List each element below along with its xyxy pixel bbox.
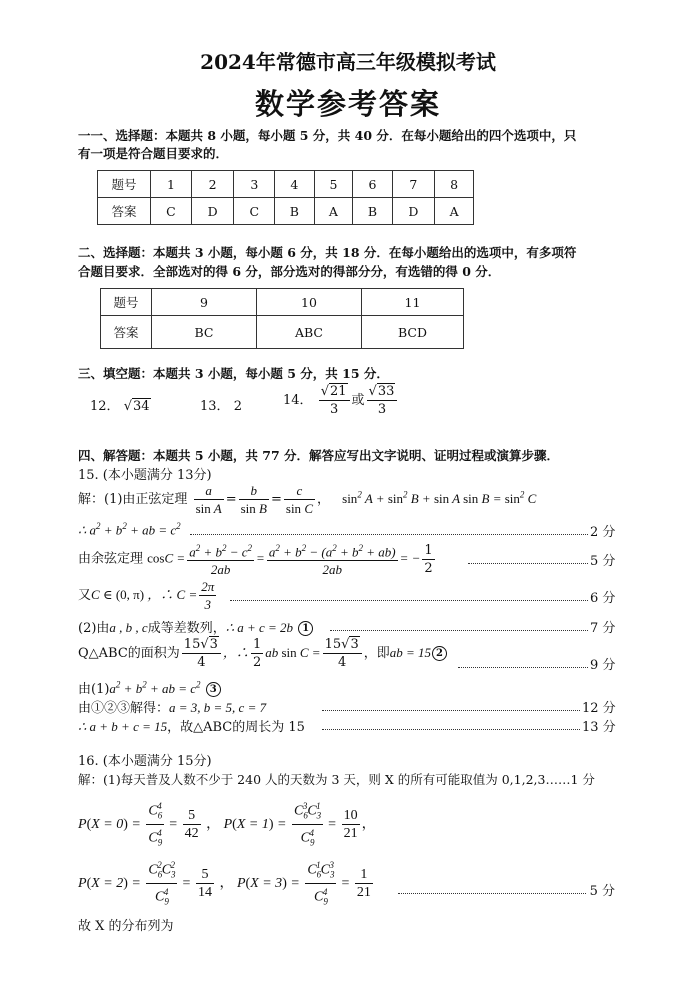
q15-part2-intro: (2)由 (78, 621, 110, 636)
table-row (101, 316, 464, 349)
section1-line2: 有一项是符合题目要求的． (78, 146, 229, 161)
table-cell: 6 (353, 171, 392, 198)
leader-dots (458, 667, 588, 668)
section3-line1: 三、填空题：本题共 3 小题，每小题 5 分，共 15 分． (78, 366, 389, 381)
q16-line1: 解：(1)每天普及人数不少于 240 人的天数为 3 天，则 X 的所有可能取值为 0,1,2,3……1 分 (78, 772, 595, 787)
circled-2: 2 (432, 646, 447, 661)
table-cell: 11 (362, 289, 464, 316)
q14-denominator-2: 3 (377, 402, 387, 417)
q16-score: 5 分 (589, 884, 615, 899)
q15-solve-intro: 由①②③解得： (78, 701, 170, 716)
document-title: 2024年常德市高三年级模拟考试 (200, 50, 496, 74)
q15-from1: 由(1) (78, 682, 110, 697)
q15-line-angle: 又C ∈ (0, π) ，∴ C = $\frac{2\pi}{3}$ (78, 579, 215, 612)
answer-12: 12． √34 (90, 399, 150, 414)
table-cell: BC (152, 316, 257, 349)
table-header-label: 题号 (98, 171, 151, 198)
table-cell: 8 (435, 171, 474, 198)
leader-dots (230, 600, 588, 601)
section2-line1: 二、选择题：本题共 3 小题，每小题 6 分，共 18 分．在每小题给出的选项中，有多项符 (78, 245, 577, 260)
q12-label: 12． (90, 399, 120, 414)
q15-also: 又 (78, 588, 92, 603)
leader-dots (398, 893, 586, 894)
section1-answer-table (97, 170, 474, 225)
table-row (101, 289, 464, 316)
q15-solve-eq: a = 3, b = 5, c = 7 (169, 700, 267, 715)
q15-eq1: ∴ $a^2 + b^2$ + ab = $c^2$ (78, 521, 181, 538)
q14-radicand-1: 21 (329, 384, 347, 399)
q15-score-2: 5 分 (590, 554, 616, 569)
q15-area-intro: Q△ABC的面积为 (78, 646, 180, 661)
leader-dots (322, 710, 580, 711)
q15-line-conclusion: ∴ a + b + c = 15，故△ABC的周长为 15 (78, 719, 305, 735)
q16-heading: 16. (本小题满分 15分) (78, 754, 212, 769)
table-cell: 9 (152, 289, 257, 316)
document-subtitle: 数学参考答案 (254, 87, 441, 121)
table-cell: ABC (257, 316, 362, 349)
q15-score-7: 13 分 (582, 720, 616, 735)
section4-line1: 四、解答题：本题共 5 小题，共 77 分．解答应写出文字说明、证明过程或演算步骤． (78, 448, 560, 463)
table-answer-label: 答案 (101, 316, 152, 349)
q15-score-6: 12 分 (582, 701, 616, 716)
q15-score-3: 6 分 (590, 591, 616, 606)
table-cell: D (191, 198, 234, 225)
table-cell: 10 (257, 289, 362, 316)
table-cell: 5 (314, 171, 353, 198)
q15-comma: ， (316, 492, 330, 507)
table-cell: 4 (275, 171, 314, 198)
q16-distribution-text: 故 X 的分布列为 (78, 919, 174, 934)
table-header-label: 题号 (101, 289, 152, 316)
table-cell: A (314, 198, 353, 225)
q13-label: 13． (200, 399, 230, 414)
table-cell: C (151, 198, 192, 225)
answer-13 (200, 395, 242, 414)
circled-1: 1 (298, 621, 313, 636)
q15-score-5: 9 分 (590, 658, 616, 673)
table-row (98, 171, 474, 198)
table-cell: C (234, 198, 275, 225)
q15-part2-text: 成等差数列， (147, 621, 226, 636)
table-cell: 3 (234, 171, 275, 198)
q16-p01: P(X = 0) = $\frac{C_6^4}{C_9^4}$ = $\frac{5}{42}$ ， P(X = 1) = $\frac{C_6^3C_3^1}{C_9^4}$ = $\frac{10}{21}$ ， (78, 798, 376, 852)
q16-p23: P(X = 2) = $\frac{C_6^2C_3^2}{C_9^4}$ = $\frac{5}{14}$ ， P(X = 3) = $\frac{C_6^1C_3^3}{C_9^4}$ = $\frac{1}{21}$ (78, 857, 375, 911)
table-answer-label: 答案 (98, 198, 151, 225)
leader-dots (468, 563, 588, 564)
answer-14: 14． $\frac{√21}{3}$ 或 $\frac{√33}{3}$ (283, 383, 399, 418)
q15-conclusion: ，故△ABC的周长为 15 (167, 720, 305, 735)
q15-line-part2: (2)由a , b , c成等差数列，∴ a + c = 2b 1 (78, 617, 314, 636)
leader-dots (322, 729, 580, 730)
table-cell: 2 (191, 171, 234, 198)
table-cell: B (353, 198, 392, 225)
section2-answer-table (100, 288, 464, 349)
q14-label: 14． (283, 393, 313, 408)
table-cell: BCD (362, 316, 464, 349)
section2-line2: 合题目要求．全部选对的得 6 分，部分选对的得部分分，有选错的得 0 分． (78, 264, 501, 279)
q12-radicand: 34 (132, 399, 150, 414)
q15-line-from1: 由$(1)a^2 + b^2$ + ab = $c^2$ 3 (78, 678, 222, 697)
table-cell: B (275, 198, 314, 225)
circled-3: 3 (206, 682, 221, 697)
q15-line-solve (78, 697, 266, 716)
q15-area-mid: ，即 (363, 646, 390, 661)
table-cell: 7 (392, 171, 435, 198)
q15-intro: 解：(1)由正弦定理 (78, 492, 188, 507)
leader-dots (330, 630, 588, 631)
table-cell: D (392, 198, 435, 225)
section1-line1: 一一、选择题：本题共 8 小题，每小题 5 分，共 40 分．在每小题给出的四个选项中，只 (78, 128, 577, 143)
q15-line-area: Q△ABC的面积为 $\frac{15√3}{4}$ ，∴ $\frac{1}{2}$ ab sin C = $\frac{15√3}{4}$ ，即ab = 15 2 (78, 636, 448, 671)
q14-radicand-2: 33 (377, 384, 395, 399)
q14-denominator-1: 3 (329, 402, 339, 417)
q15-score-1: 2 分 (590, 525, 616, 540)
q15-heading: 15. (本小题满分 13分) (78, 468, 212, 483)
q15-line-sine: 解：(1)由正弦定理 $\frac{a}{\text{sin A}}$ = $\frac{b}{\text{sin B}}$ = $\frac{c}{\text{sin C}}$ ， $\sin^2 A + \sin^2 B + \sin A$ $\sin B = \sin^2 C$ (78, 483, 537, 516)
q15-line-cosine: 由余弦定理 cosC = $\frac{a^2 + b^2 - c^2}{2ab}$ = $\frac{a^2 + b^2 - (a^2 + b^2 + ab)}{2ab}$ = − $\frac{1}{2}$ (78, 540, 437, 578)
q15-cosine-intro: 由余弦定理 (78, 551, 144, 567)
table-cell: 1 (151, 171, 192, 198)
q15-score-4: 7 分 (590, 621, 616, 636)
table-cell: A (435, 198, 474, 225)
q13-answer: 2 (233, 399, 242, 414)
leader-dots (190, 534, 588, 535)
table-row (98, 198, 474, 225)
q14-or: 或 (351, 393, 365, 408)
